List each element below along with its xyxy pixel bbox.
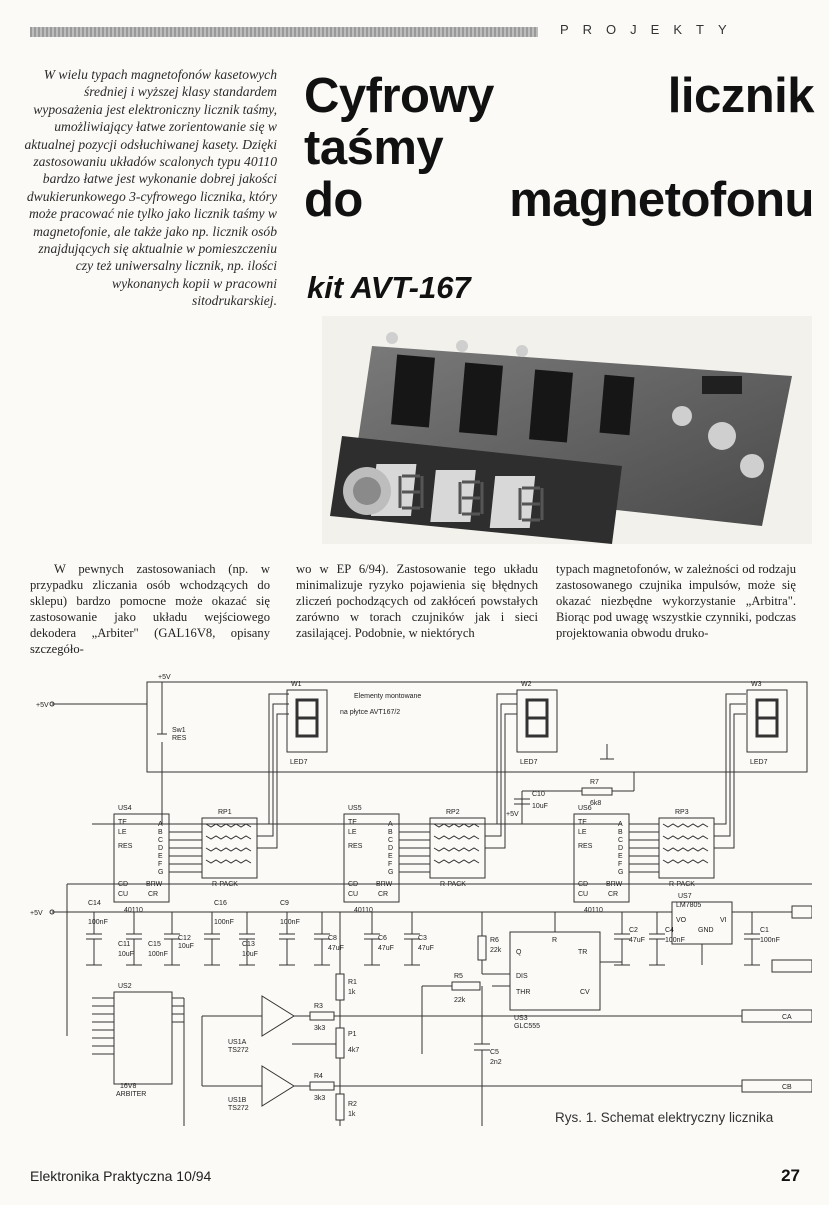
magazine-name: Elektronika Praktyczna 10/94	[30, 1168, 212, 1184]
label-c14: C14	[88, 900, 101, 907]
label-supply-left: +5V	[30, 910, 43, 917]
opamp-b-symbol	[262, 1066, 294, 1106]
label-opamp-a: US1A	[228, 1039, 247, 1046]
pin-brw-2: BRW	[376, 881, 393, 888]
label-c16-val: 100nF	[214, 919, 234, 926]
pin-te-1: TE	[118, 819, 127, 826]
label-reg-gnd: GND	[698, 927, 714, 934]
pin-cd-1: CD	[118, 881, 129, 888]
pin-brw-3: BRW	[606, 881, 623, 888]
label-timer-dis: DIS	[516, 973, 528, 980]
opamp-a-symbol	[262, 996, 294, 1036]
label-reg: US7	[678, 893, 692, 900]
label-c10-val: 10uF	[532, 803, 548, 810]
seg-e-3: E	[618, 853, 623, 860]
label-c5: C5	[490, 1049, 499, 1056]
seg-f-3: F	[618, 861, 623, 868]
label-display-1: W1	[291, 681, 302, 688]
label-c8-val: 47uF	[328, 945, 344, 952]
page-number: 27	[781, 1166, 800, 1185]
label-c6-val: 47uF	[378, 945, 394, 952]
pin-cu-1: CU	[118, 891, 129, 898]
title-line-2: taśmy	[304, 121, 444, 175]
label-timer-r: R	[552, 937, 558, 944]
label-p1: P1	[348, 1031, 357, 1038]
label-r6: R6	[490, 937, 499, 944]
label-board-note-2: na płytce AVT167/2	[340, 709, 401, 716]
label-switch-res: RES	[172, 735, 187, 742]
label-c9: C9	[280, 900, 289, 907]
label-timer: US3	[514, 1015, 528, 1022]
seg-c-3: C	[618, 837, 624, 844]
label-c3: C3	[418, 935, 427, 942]
seg-d-2: D	[388, 845, 394, 852]
label-timer-thr: THR	[516, 989, 531, 996]
header-rule	[30, 27, 538, 37]
label-counter-3: US6	[578, 805, 592, 812]
label-c11: C11	[118, 941, 131, 948]
label-supply-board: +5V	[158, 674, 171, 681]
label-r7-val: 6k8	[590, 800, 602, 807]
kit-label: kit AVT-167	[307, 270, 471, 305]
label-reg-vo: VO	[676, 917, 687, 924]
seg-b-2: B	[388, 829, 393, 836]
label-counter-type-3: 40110	[584, 907, 603, 914]
label-reg-type: LM7805	[676, 902, 702, 909]
label-c4: C4	[665, 927, 674, 934]
label-r4-val: 3k3	[314, 1095, 326, 1102]
label-c12-val: 10uF	[178, 943, 194, 950]
seg-c-1: C	[158, 837, 164, 844]
label-r5-val: 22k	[454, 997, 466, 1004]
label-rpack-2: RP2	[446, 809, 460, 816]
section-label: PROJEKTY	[560, 22, 741, 37]
label-switch: Sw1	[172, 727, 186, 734]
product-photo	[322, 316, 812, 544]
seg-g-2: G	[388, 869, 394, 876]
label-c13: C13	[242, 941, 255, 948]
label-r1-val: 1k	[348, 989, 356, 996]
seg-b-1: B	[158, 829, 163, 836]
seg-a-3: A	[618, 821, 623, 828]
seg-a-2: A	[388, 821, 393, 828]
label-p1-val: 4k7	[348, 1047, 360, 1054]
pin-cu-3: CU	[578, 891, 589, 898]
label-c14-val: 100nF	[88, 919, 108, 926]
label-timer-type: GLC555	[514, 1023, 541, 1030]
pin-te-2: TE	[348, 819, 357, 826]
title-line-3: do magnetofonu	[304, 173, 814, 227]
label-conn-ca: CA	[782, 1014, 792, 1021]
seg-c-2: C	[388, 837, 394, 844]
label-c1: C1	[760, 927, 769, 934]
seg-g-3: G	[618, 869, 624, 876]
body-column-3: typach magnetofonów, w zależności od rodzaju zastosowanego czujnika impulsów, może się okazać niezbędne wykorzystanie „Arbitra". Biorąc pod uwagę wszystkie czynniki, podczas projektowania obwodu druko-	[556, 562, 796, 640]
circuit-schematic	[22, 674, 812, 1126]
label-c13-val: 10uF	[242, 951, 258, 958]
label-r2-val: 1k	[348, 1111, 356, 1118]
pin-le-3: LE	[578, 829, 587, 836]
label-rpack-1: RP1	[218, 809, 232, 816]
label-opamp-b: US1B	[228, 1097, 247, 1104]
label-conn-cb: CB	[782, 1084, 792, 1091]
label-opamp-b-type: TS272	[228, 1105, 249, 1112]
label-c1-val: 100nF	[760, 937, 780, 944]
pin-res-3: RES	[578, 843, 593, 850]
label-c9-val: 100nF	[280, 919, 300, 926]
seg-f-2: F	[388, 861, 393, 868]
label-display-3: W3	[751, 681, 762, 688]
label-counter-type-1: 40110	[124, 907, 143, 914]
label-c2-val: 47uF	[629, 937, 645, 944]
label-timer-cv: CV	[580, 989, 590, 996]
pin-te-3: TE	[578, 819, 587, 826]
label-opamp-a-type: TS272	[228, 1047, 249, 1054]
label-gal: US2	[118, 983, 132, 990]
pin-cd-3: CD	[578, 881, 589, 888]
label-c2: C2	[629, 927, 638, 934]
label-display-type-2: LED7	[520, 759, 538, 766]
label-board-note-1: Elementy montowane	[354, 693, 422, 700]
title-line-1: Cyfrowy licznik	[304, 69, 814, 123]
label-display-type-1: LED7	[290, 759, 308, 766]
label-c5-val: 2n2	[490, 1059, 502, 1066]
seg-e-2: E	[388, 853, 393, 860]
label-r3-val: 3k3	[314, 1025, 326, 1032]
label-supply-mid: +5V	[506, 811, 519, 818]
label-rpack-3: RP3	[675, 809, 689, 816]
label-c15-val: 100nF	[148, 951, 168, 958]
gal-decoder-body	[114, 992, 172, 1084]
label-counter-2: US5	[348, 805, 362, 812]
pin-res-2: RES	[348, 843, 363, 850]
label-supply-top: +5V	[36, 702, 49, 709]
pin-brw-1: BRW	[146, 881, 163, 888]
label-gal-sub: ARBITER	[116, 1091, 147, 1098]
label-c16: C16	[214, 900, 227, 907]
label-counter-1: US4	[118, 805, 132, 812]
label-counter-type-2: 40110	[354, 907, 373, 914]
label-display-type-3: LED7	[750, 759, 768, 766]
label-r4: R4	[314, 1073, 323, 1080]
label-rpack-type-3: R-PACK	[669, 881, 695, 888]
label-c10: C10	[532, 791, 545, 798]
pin-le-2: LE	[348, 829, 357, 836]
label-c6: C6	[378, 935, 387, 942]
label-c11-val: 10uF	[118, 951, 134, 958]
label-c3-val: 47uF	[418, 945, 434, 952]
body-column-1: W pewnych zastosowaniach (np. w przypadku zliczania osób wchodzących do sklepu) bardzo pomocne może okazać się zastosowanie jako układu wejściowego dekodera „Arbiter" (GAL16V8, opisany szczegóło-	[30, 562, 270, 656]
seg-b-3: B	[618, 829, 623, 836]
label-reg-vi: VI	[720, 917, 727, 924]
label-r2: R2	[348, 1101, 357, 1108]
intro-paragraph: W wielu typach magnetofonów kasetowych średniej i wyższej klasy standardem wyposażenia jest elektroniczny licznik taśmy, umożliwiający łatwe zorientowanie się w aktualnej pozycji odsłuchiwanej kasety. Dzięki zastosowaniu układów scalonych typu 40110 bardzo łatwe jest wykonanie dobrej jakości dwukierunkowego 3-cyfrowego licznika, który może pracować nie tylko jako licznik taśmy w magnetofonie, ale także jako np. licznik osób znajdujących się aktualnie w pomieszczeniu czy też uniwersalny licznik, np. ilości wykonanych kopii w pracowni sitodrukarskiej.	[24, 67, 277, 309]
label-r3: R3	[314, 1003, 323, 1010]
label-c12: C12	[178, 935, 191, 942]
display-board-outline	[147, 682, 807, 772]
pin-cd-2: CD	[348, 881, 359, 888]
label-r6-val: 22k	[490, 947, 502, 954]
label-timer-tr: TR	[578, 949, 588, 956]
seg-f-1: F	[158, 861, 163, 868]
seg-g-1: G	[158, 869, 164, 876]
label-timer-q: Q	[516, 949, 522, 956]
article-title	[304, 70, 814, 226]
pin-cr-1: CR	[148, 891, 159, 898]
label-r5: R5	[454, 973, 463, 980]
pin-le-1: LE	[118, 829, 127, 836]
label-c15: C15	[148, 941, 161, 948]
pin-cu-2: CU	[348, 891, 359, 898]
label-c8: C8	[328, 935, 337, 942]
pin-cr-3: CR	[608, 891, 619, 898]
body-column-2: wo w EP 6/94). Zastosowanie tego układu minimalizuje ryzyko pojawienia się błędnych zliczeń pochodzących od zakłóceń powstałych zarówno w torach czujników jak i sieci zasilającej. Podobnie, w niektórych	[296, 562, 538, 640]
label-rpack-type-2: R-PACK	[440, 881, 466, 888]
label-display-2: W2	[521, 681, 532, 688]
seg-d-1: D	[158, 845, 164, 852]
label-r1: R1	[348, 979, 357, 986]
seg-d-3: D	[618, 845, 624, 852]
pin-cr-2: CR	[378, 891, 389, 898]
figure-caption: Rys. 1. Schemat elektryczny licznika	[555, 1110, 774, 1125]
label-rpack-type-1: R-PACK	[212, 881, 238, 888]
label-c4-val: 100nF	[665, 937, 685, 944]
pin-res-1: RES	[118, 843, 133, 850]
seg-a-1: A	[158, 821, 163, 828]
seg-e-1: E	[158, 853, 163, 860]
label-gal-type: 16V8	[120, 1083, 137, 1090]
label-r7: R7	[590, 779, 599, 786]
